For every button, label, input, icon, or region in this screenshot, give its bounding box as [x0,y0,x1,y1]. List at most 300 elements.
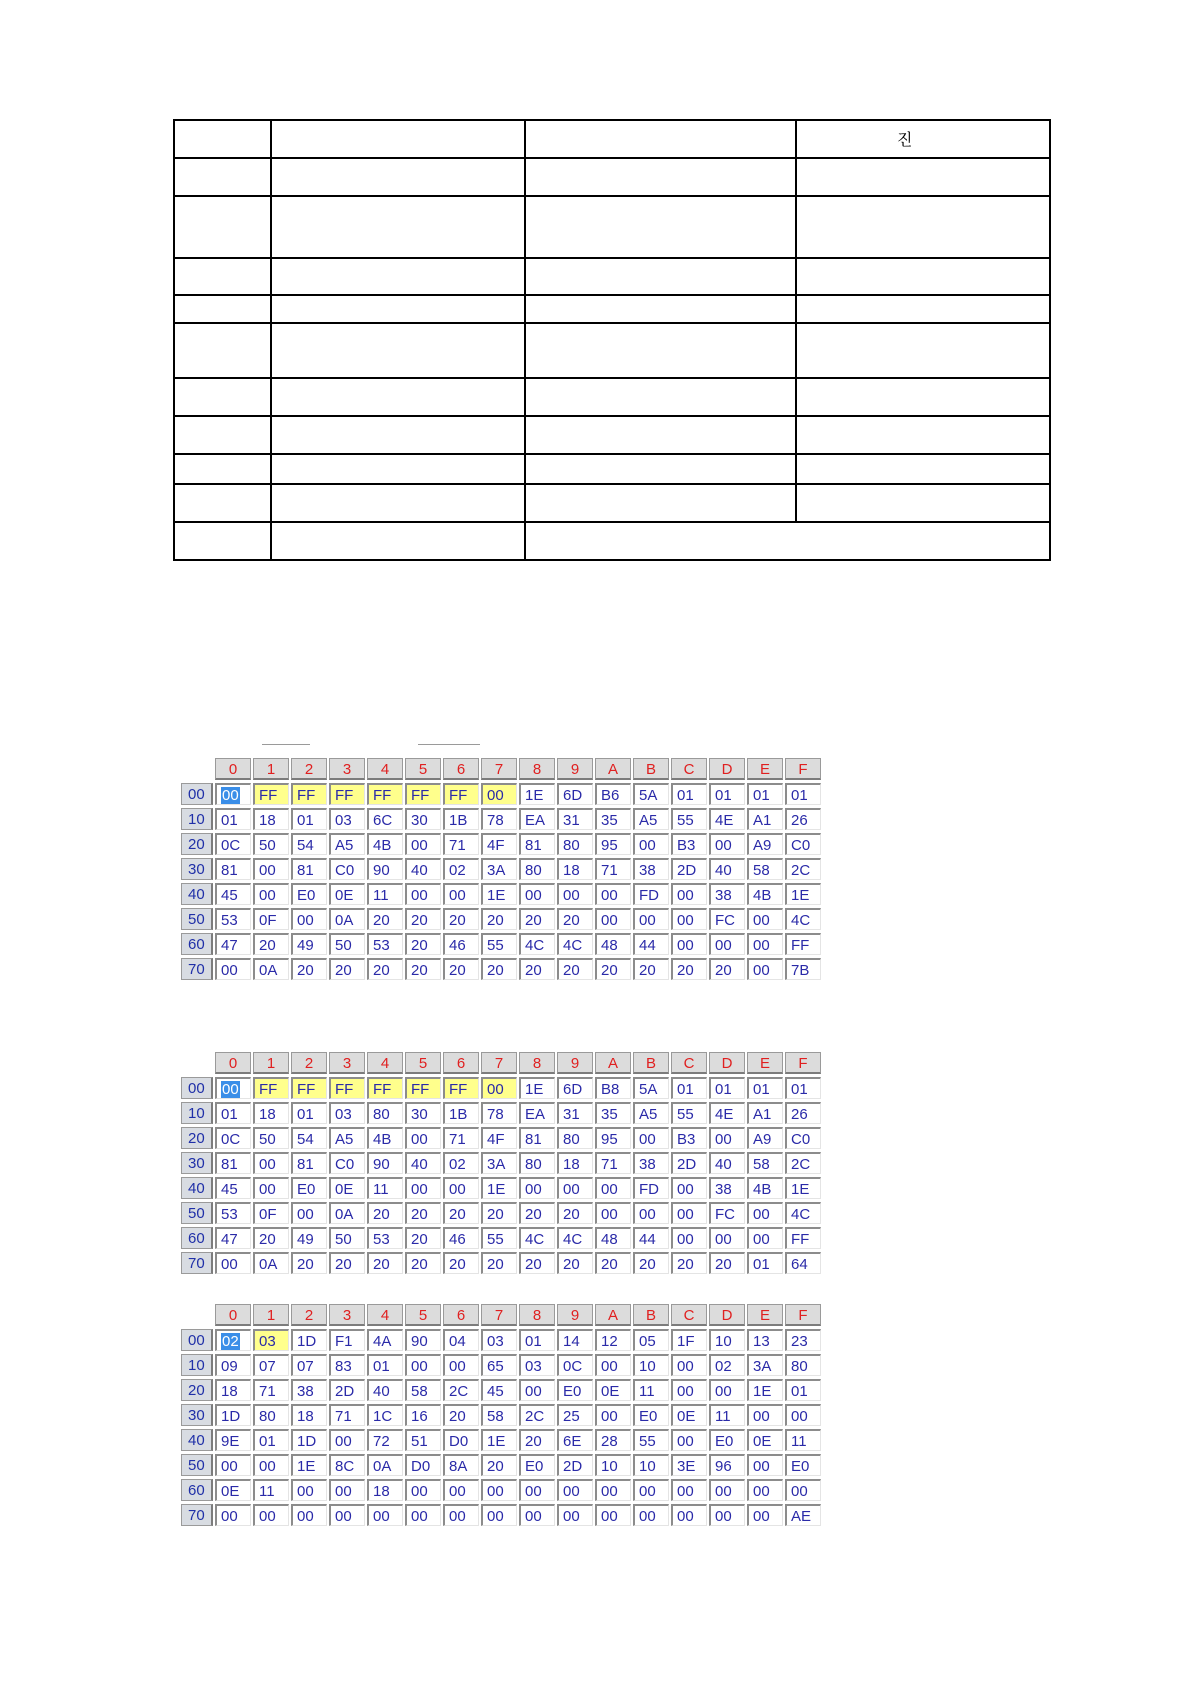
hex-cell[interactable] [329,1102,365,1124]
hex-cell[interactable] [557,1504,593,1526]
hex-cell[interactable] [329,858,365,880]
hex-cell[interactable] [443,1454,479,1476]
hex-cell[interactable] [595,1454,631,1476]
hex-cell[interactable] [747,1429,783,1451]
hex-cell[interactable] [215,1479,251,1501]
hex-cell[interactable] [481,1177,517,1199]
hex-cell[interactable] [595,1429,631,1451]
hex-cell[interactable] [709,1227,745,1249]
hex-cell[interactable] [519,1202,555,1224]
hex-cell[interactable] [367,1227,403,1249]
hex-cell[interactable] [405,1227,441,1249]
hex-cell[interactable] [709,783,745,805]
hex-cell[interactable] [253,1329,289,1351]
hex-cell[interactable] [519,1454,555,1476]
hex-cell[interactable] [215,1202,251,1224]
hex-cell[interactable] [671,908,707,930]
hex-cell[interactable] [405,1329,441,1351]
hex-cell[interactable] [405,883,441,905]
hex-cell[interactable] [747,858,783,880]
hex-cell[interactable] [633,883,669,905]
hex-cell[interactable] [633,833,669,855]
hex-cell[interactable] [747,1329,783,1351]
hex-cell[interactable] [405,808,441,830]
hex-cell[interactable] [519,808,555,830]
hex-cell[interactable] [481,1227,517,1249]
hex-cell[interactable] [215,883,251,905]
hex-cell[interactable] [367,808,403,830]
hex-cell[interactable] [215,1429,251,1451]
hex-cell[interactable] [253,883,289,905]
hex-cell[interactable] [595,1152,631,1174]
hex-cell[interactable] [519,858,555,880]
hex-cell[interactable] [785,1504,821,1526]
hex-cell[interactable] [671,1252,707,1274]
hex-cell[interactable] [405,1177,441,1199]
hex-cell[interactable] [557,1329,593,1351]
hex-cell[interactable] [215,1177,251,1199]
hex-cell[interactable] [291,833,327,855]
hex-cell[interactable] [367,1202,403,1224]
hex-cell[interactable] [253,1504,289,1526]
hex-cell[interactable] [557,1354,593,1376]
hex-cell[interactable] [671,1379,707,1401]
hex-cell[interactable] [785,1329,821,1351]
hex-cell[interactable] [291,783,327,805]
hex-cell[interactable] [557,1077,593,1099]
hex-cell[interactable] [633,1454,669,1476]
hex-cell[interactable] [671,1077,707,1099]
hex-cell[interactable] [633,1252,669,1274]
hex-cell[interactable] [367,1252,403,1274]
hex-cell[interactable] [557,933,593,955]
hex-cell[interactable] [405,908,441,930]
hex-cell[interactable] [481,833,517,855]
hex-cell[interactable] [671,1102,707,1124]
hex-cell[interactable] [557,1479,593,1501]
hex-cell[interactable] [443,833,479,855]
hex-cell[interactable] [709,1077,745,1099]
hex-cell[interactable] [253,1102,289,1124]
hex-cell[interactable] [595,1379,631,1401]
hex-cell[interactable] [557,1252,593,1274]
hex-cell[interactable] [481,908,517,930]
hex-cell[interactable] [215,1252,251,1274]
hex-cell[interactable] [367,1429,403,1451]
hex-cell[interactable] [785,1127,821,1149]
hex-cell[interactable] [557,833,593,855]
hex-cell[interactable] [443,1429,479,1451]
hex-cell[interactable] [633,858,669,880]
hex-cell[interactable] [253,1454,289,1476]
hex-cell[interactable] [443,1127,479,1149]
hex-cell[interactable] [443,933,479,955]
hex-cell[interactable] [785,1404,821,1426]
hex-cell[interactable] [519,1177,555,1199]
hex-cell[interactable] [215,1354,251,1376]
hex-cell[interactable] [595,1354,631,1376]
hex-cell[interactable] [519,783,555,805]
hex-cell[interactable] [405,858,441,880]
hex-cell[interactable] [367,1077,403,1099]
hex-cell[interactable] [709,933,745,955]
hex-cell[interactable] [291,1077,327,1099]
hex-cell[interactable] [443,1177,479,1199]
hex-cell[interactable] [557,1202,593,1224]
hex-cell[interactable] [747,1202,783,1224]
hex-cell[interactable] [367,1127,403,1149]
hex-cell[interactable] [595,1329,631,1351]
hex-cell[interactable] [557,1152,593,1174]
hex-cell[interactable] [519,1227,555,1249]
hex-cell[interactable] [709,1429,745,1451]
hex-cell[interactable] [367,833,403,855]
hex-cell[interactable] [709,1454,745,1476]
hex-cell[interactable] [481,1252,517,1274]
hex-cell[interactable] [785,858,821,880]
hex-cell[interactable] [671,833,707,855]
hex-cell[interactable] [557,808,593,830]
hex-cell[interactable] [481,1329,517,1351]
hex-cell[interactable] [443,1479,479,1501]
hex-cell[interactable] [481,1379,517,1401]
hex-cell[interactable] [329,1379,365,1401]
hex-cell[interactable] [519,1077,555,1099]
hex-cell[interactable] [329,833,365,855]
hex-cell[interactable] [405,1102,441,1124]
hex-cell[interactable] [253,1429,289,1451]
hex-cell[interactable] [747,883,783,905]
hex-cell[interactable] [443,1202,479,1224]
hex-cell[interactable] [785,1152,821,1174]
hex-cell[interactable] [595,858,631,880]
hex-cell[interactable] [785,1479,821,1501]
hex-cell[interactable] [443,1252,479,1274]
hex-cell[interactable] [443,858,479,880]
hex-cell[interactable] [595,1102,631,1124]
hex-cell[interactable] [367,783,403,805]
hex-cell[interactable] [291,1177,327,1199]
hex-cell[interactable] [329,883,365,905]
hex-cell[interactable] [443,908,479,930]
hex-cell[interactable] [519,1252,555,1274]
hex-cell[interactable] [671,933,707,955]
hex-cell[interactable] [253,1077,289,1099]
hex-cell[interactable] [367,933,403,955]
hex-cell[interactable] [785,1252,821,1274]
hex-cell[interactable] [785,1177,821,1199]
hex-cell[interactable] [747,1102,783,1124]
hex-cell[interactable] [519,1329,555,1351]
hex-cell[interactable] [253,1404,289,1426]
hex-cell[interactable] [215,908,251,930]
hex-cell[interactable] [671,1177,707,1199]
hex-cell[interactable] [747,1152,783,1174]
hex-cell[interactable] [367,1329,403,1351]
hex-cell[interactable] [633,1354,669,1376]
hex-cell[interactable] [785,833,821,855]
hex-cell[interactable] [481,933,517,955]
hex-cell[interactable] [443,958,479,980]
hex-cell[interactable] [747,1127,783,1149]
hex-cell[interactable] [405,1454,441,1476]
hex-cell[interactable] [215,1152,251,1174]
hex-cell[interactable] [405,1252,441,1274]
hex-cell[interactable] [709,1404,745,1426]
hex-cell[interactable] [671,858,707,880]
hex-cell[interactable] [329,1152,365,1174]
hex-cell[interactable] [633,1177,669,1199]
hex-cell[interactable] [671,1354,707,1376]
hex-cell[interactable] [671,1454,707,1476]
hex-cell[interactable] [785,958,821,980]
hex-cell[interactable] [405,1354,441,1376]
hex-cell[interactable] [709,1102,745,1124]
hex-cell[interactable] [747,1177,783,1199]
hex-cell[interactable] [747,1077,783,1099]
hex-cell[interactable] [747,958,783,980]
hex-cell[interactable] [253,1479,289,1501]
hex-cell[interactable] [595,908,631,930]
hex-cell[interactable] [633,1202,669,1224]
hex-cell[interactable] [367,1504,403,1526]
hex-cell[interactable] [291,1102,327,1124]
hex-cell[interactable] [595,1504,631,1526]
hex-cell[interactable] [709,1127,745,1149]
hex-cell[interactable] [215,1404,251,1426]
hex-cell[interactable] [519,1127,555,1149]
hex-cell[interactable] [747,808,783,830]
hex-cell[interactable] [291,1252,327,1274]
hex-cell[interactable] [291,908,327,930]
hex-cell[interactable] [405,1404,441,1426]
hex-cell[interactable] [633,1127,669,1149]
hex-cell[interactable] [405,783,441,805]
hex-cell[interactable] [253,783,289,805]
hex-cell[interactable] [405,1202,441,1224]
hex-cell[interactable] [367,1177,403,1199]
hex-cell[interactable] [291,1127,327,1149]
hex-cell[interactable] [291,1504,327,1526]
hex-cell[interactable] [367,1404,403,1426]
hex-cell[interactable] [329,933,365,955]
hex-cell[interactable] [671,1429,707,1451]
hex-cell[interactable] [329,1329,365,1351]
hex-cell[interactable] [253,1252,289,1274]
hex-cell[interactable] [785,1429,821,1451]
hex-cell[interactable] [253,858,289,880]
hex-cell[interactable] [709,1479,745,1501]
hex-cell[interactable] [709,1379,745,1401]
hex-cell[interactable] [481,1127,517,1149]
hex-cell[interactable] [329,1479,365,1501]
hex-cell[interactable] [747,783,783,805]
hex-cell[interactable] [443,883,479,905]
hex-cell[interactable] [633,1077,669,1099]
hex-cell[interactable] [747,1479,783,1501]
hex-cell[interactable] [595,1177,631,1199]
hex-cell[interactable] [557,1404,593,1426]
hex-cell[interactable] [405,1152,441,1174]
hex-cell[interactable] [253,833,289,855]
hex-cell[interactable] [633,1152,669,1174]
hex-cell[interactable] [785,808,821,830]
hex-cell[interactable] [595,1127,631,1149]
hex-cell[interactable] [405,833,441,855]
hex-cell[interactable] [595,958,631,980]
hex-cell[interactable] [671,958,707,980]
hex-cell[interactable] [291,858,327,880]
hex-cell[interactable] [519,1152,555,1174]
hex-cell[interactable] [405,1504,441,1526]
hex-cell[interactable] [291,1329,327,1351]
hex-cell[interactable] [481,1354,517,1376]
hex-cell[interactable] [785,1454,821,1476]
hex-cell[interactable] [329,1504,365,1526]
hex-cell[interactable] [785,908,821,930]
hex-cell[interactable] [215,833,251,855]
hex-cell[interactable] [709,958,745,980]
hex-cell[interactable] [519,908,555,930]
hex-cell[interactable] [329,958,365,980]
hex-cell[interactable] [291,958,327,980]
hex-cell[interactable] [443,1504,479,1526]
hex-cell[interactable] [291,1479,327,1501]
hex-cell[interactable] [557,1379,593,1401]
hex-cell[interactable] [633,783,669,805]
hex-cell[interactable] [215,1329,251,1351]
hex-cell[interactable] [443,1152,479,1174]
hex-cell[interactable] [785,1102,821,1124]
hex-cell[interactable] [785,933,821,955]
hex-cell[interactable] [481,1454,517,1476]
hex-cell[interactable] [253,1177,289,1199]
hex-cell[interactable] [329,1177,365,1199]
hex-cell[interactable] [671,1504,707,1526]
hex-cell[interactable] [481,1504,517,1526]
hex-cell[interactable] [329,908,365,930]
hex-cell[interactable] [253,1227,289,1249]
hex-cell[interactable] [633,1227,669,1249]
hex-cell[interactable] [253,908,289,930]
hex-cell[interactable] [633,1404,669,1426]
hex-cell[interactable] [443,1227,479,1249]
hex-cell[interactable] [481,1404,517,1426]
hex-cell[interactable] [253,1379,289,1401]
hex-cell[interactable] [633,808,669,830]
hex-cell[interactable] [329,808,365,830]
hex-cell[interactable] [481,1202,517,1224]
hex-cell[interactable] [557,1102,593,1124]
hex-cell[interactable] [291,808,327,830]
hex-cell[interactable] [519,1102,555,1124]
hex-cell[interactable] [785,1227,821,1249]
hex-cell[interactable] [443,1404,479,1426]
hex-cell[interactable] [671,1127,707,1149]
hex-cell[interactable] [253,933,289,955]
hex-cell[interactable] [557,1227,593,1249]
hex-cell[interactable] [253,1202,289,1224]
hex-cell[interactable] [633,1504,669,1526]
hex-cell[interactable] [709,883,745,905]
hex-cell[interactable] [519,1429,555,1451]
hex-cell[interactable] [481,883,517,905]
hex-cell[interactable] [595,783,631,805]
hex-cell[interactable] [519,1354,555,1376]
hex-cell[interactable] [747,1404,783,1426]
hex-cell[interactable] [557,1429,593,1451]
hex-cell[interactable] [709,808,745,830]
hex-cell[interactable] [405,1127,441,1149]
hex-cell[interactable] [709,858,745,880]
hex-cell[interactable] [405,1077,441,1099]
hex-cell[interactable] [595,1077,631,1099]
hex-cell[interactable] [215,1227,251,1249]
hex-cell[interactable] [595,808,631,830]
hex-cell[interactable] [557,1127,593,1149]
hex-cell[interactable] [671,808,707,830]
hex-cell[interactable] [709,1152,745,1174]
hex-cell[interactable] [519,1504,555,1526]
hex-cell[interactable] [633,933,669,955]
hex-cell[interactable] [785,883,821,905]
hex-cell[interactable] [367,1152,403,1174]
hex-cell[interactable] [253,1127,289,1149]
hex-cell[interactable] [329,1404,365,1426]
hex-cell[interactable] [215,858,251,880]
hex-cell[interactable] [253,1152,289,1174]
hex-cell[interactable] [519,1379,555,1401]
hex-cell[interactable] [785,1202,821,1224]
hex-cell[interactable] [329,1227,365,1249]
hex-cell[interactable] [443,1379,479,1401]
hex-cell[interactable] [329,1429,365,1451]
hex-cell[interactable] [747,1252,783,1274]
hex-cell[interactable] [595,1252,631,1274]
hex-cell[interactable] [291,1454,327,1476]
hex-cell[interactable] [671,1404,707,1426]
hex-cell[interactable] [785,1379,821,1401]
hex-cell[interactable] [747,1454,783,1476]
hex-cell[interactable] [481,1152,517,1174]
hex-cell[interactable] [367,958,403,980]
hex-cell[interactable] [709,1329,745,1351]
hex-cell[interactable] [709,833,745,855]
hex-cell[interactable] [291,883,327,905]
hex-cell[interactable] [215,1379,251,1401]
hex-cell[interactable] [405,1479,441,1501]
hex-cell[interactable] [329,1077,365,1099]
hex-cell[interactable] [443,1077,479,1099]
hex-cell[interactable] [747,933,783,955]
hex-cell[interactable] [329,1354,365,1376]
hex-cell[interactable] [481,783,517,805]
hex-cell[interactable] [557,1454,593,1476]
hex-cell[interactable] [367,1354,403,1376]
hex-cell[interactable] [671,1479,707,1501]
hex-cell[interactable] [367,1454,403,1476]
hex-cell[interactable] [709,1252,745,1274]
hex-cell[interactable] [215,783,251,805]
hex-cell[interactable] [785,1077,821,1099]
hex-cell[interactable] [557,883,593,905]
hex-cell[interactable] [671,883,707,905]
hex-cell[interactable] [481,1077,517,1099]
hex-cell[interactable] [405,1429,441,1451]
hex-cell[interactable] [671,1329,707,1351]
hex-cell[interactable] [595,1404,631,1426]
hex-cell[interactable] [785,1354,821,1376]
